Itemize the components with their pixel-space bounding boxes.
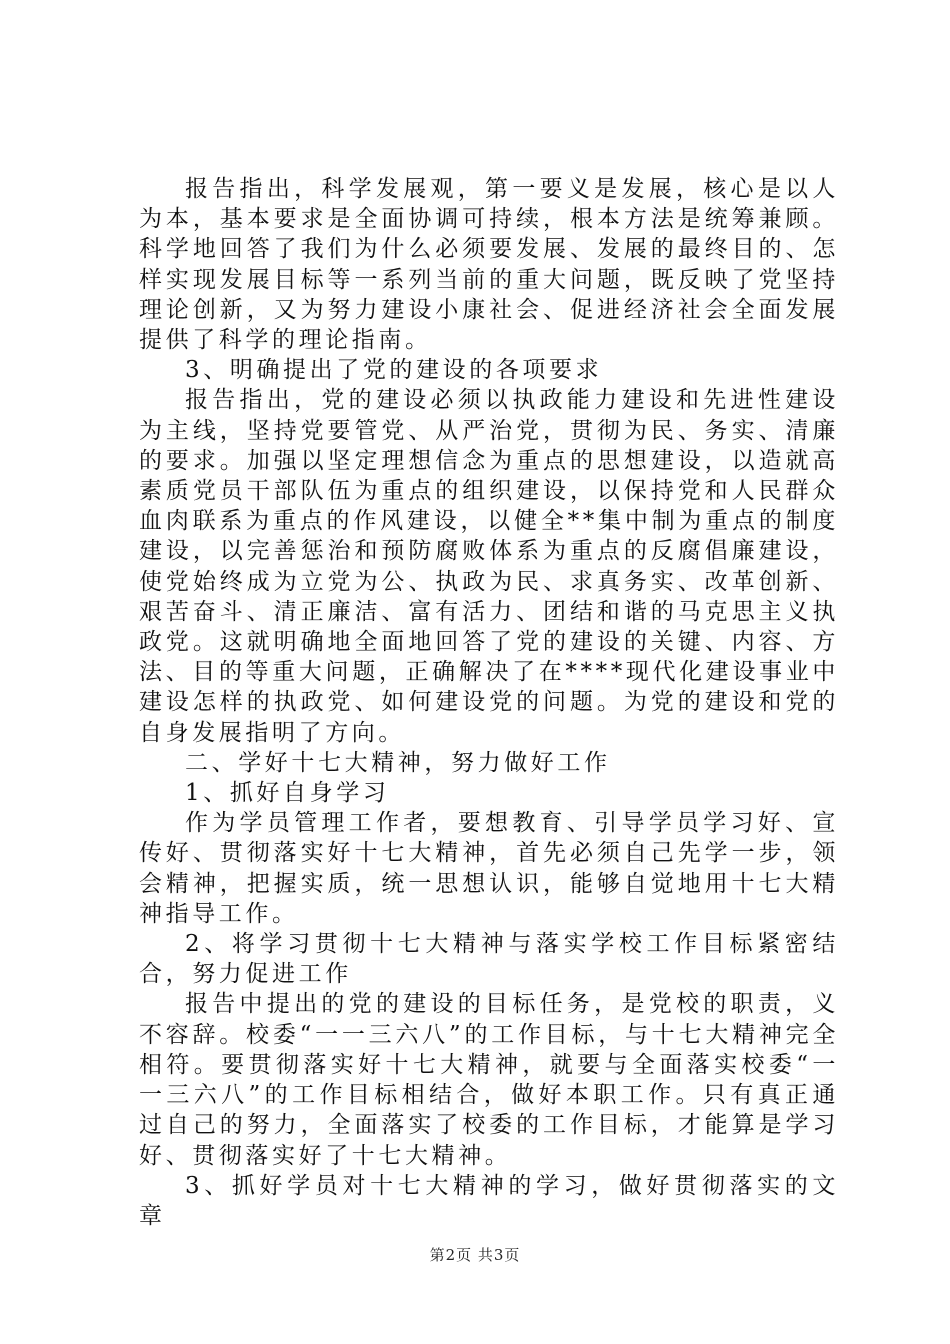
section-heading: 二、学好十七大精神，努力做好工作 [185, 749, 611, 776]
paragraph: 作为学员管理工作者，要想教育、引导学员学习好、宣传好、贯彻落实好十七大精神，首先必须自己先学一步，领会精神，把握实质，统一思想认识，能够自觉地用十七大精神指导工作。 [139, 810, 839, 927]
paragraph: 报告指出，党的建设必须以执政能力建设和先进性建设为主线，坚持党要管党、从严治党，贯彻为民、务实、清廉的要求。加强以坚定理想信念为重点的思想建设，以造就高素质党员干部队伍为重点的组织建设，以保持党和人民群众血肉联系为重点的作风建设，以健全**集中制为重点的制度建设，以完善惩治和预防腐败体系为重点的反腐倡廉建设，使党始终成为立党为公、执政为民、求真务实、改革创新、艰苦奋斗、清正廉洁、富有活力、团结和谐的马克思主义执政党。这就明确地全面地回答了党的建设的关键、内容、方法、目的等重大问题，正确解决了在****现代化建设事业中建设怎样的执政党、如何建设党的问题。为党的建设和党的自身发展指明了方向。 [139, 387, 839, 746]
paragraph: 报告中提出的党的建设的目标任务，是党校的职责，义不容辞。校委“一一三六八”的工作目标，与十七大精神完全相符。要贯彻落实好十七大精神，就要与全面落实校委“一一三六八”的工作目标相结合，做好本职工作。只有真正通过自己的努力，全面落实了校委的工作目标，才能算是学习好、贯彻落实好了十七大精神。 [139, 991, 839, 1169]
section-heading: 3、抓好学员对十七大精神的学习，做好贯彻落实的文章 [139, 1172, 839, 1229]
paragraph: 报告指出，科学发展观，第一要义是发展，核心是以人为本，基本要求是全面协调可持续，根本方法是统筹兼顾。科学地回答了我们为什么必须要发展、发展的最终目的、怎样实现发展目标等一系列当前的重大问题，既反映了党坚持理论创新，又为努力建设小康社会、促进经济社会全面发展提供了科学的理论指南。 [139, 176, 839, 354]
document-body [139, 174, 839, 1231]
section-heading: 1、抓好自身学习 [185, 780, 390, 807]
section-heading: 2、将学习贯彻十七大精神与落实学校工作目标紧密结合，努力促进工作 [139, 931, 839, 988]
page-number-label: 第2页 共3页 [429, 1246, 521, 1264]
section-heading: 3、明确提出了党的建设的各项要求 [185, 357, 603, 384]
page-footer [0, 1244, 950, 1265]
